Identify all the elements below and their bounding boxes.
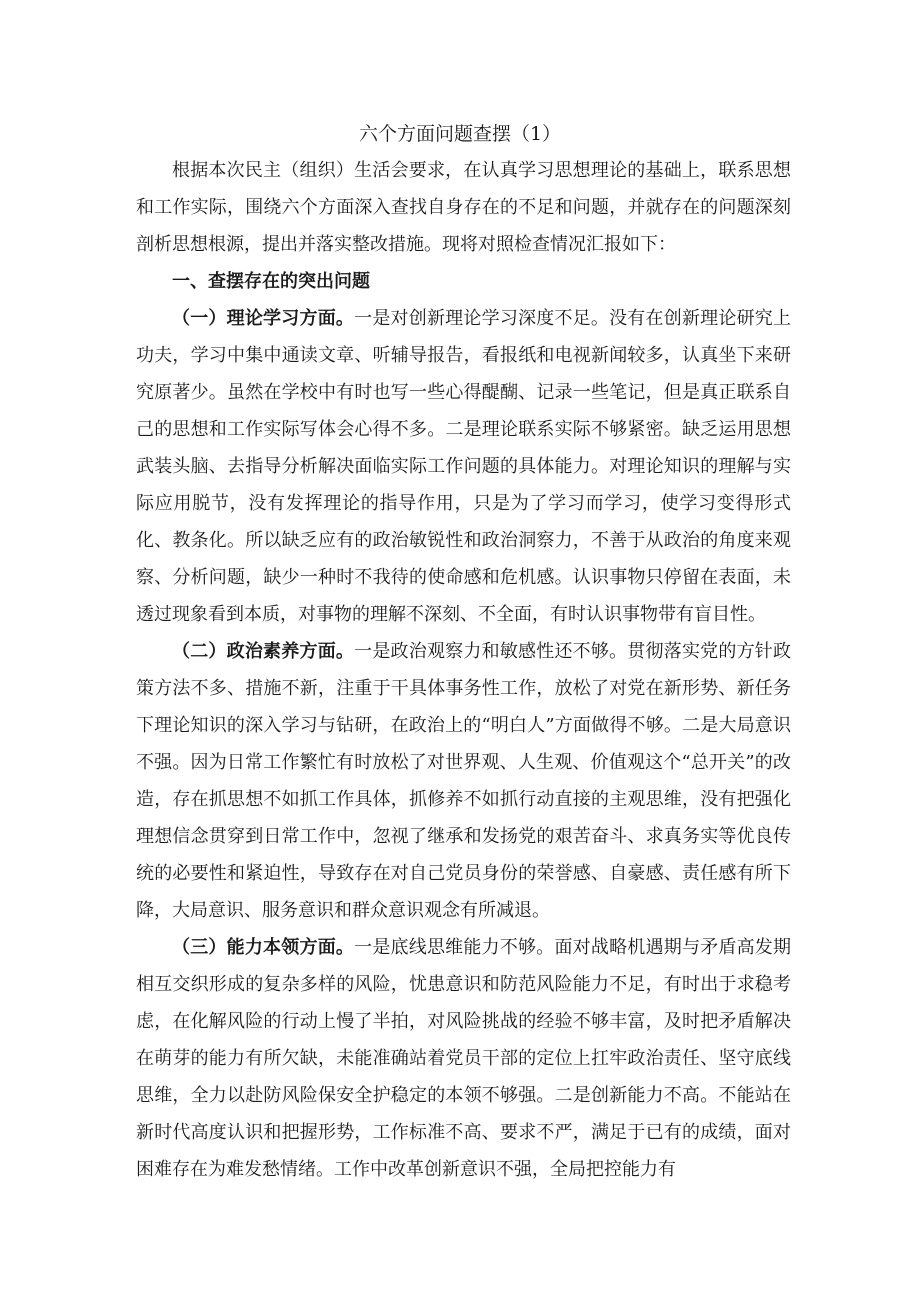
section-heading: 一、查摆存在的突出问题 (172, 271, 370, 292)
intro-paragraph: 根据本次民主（组织）生活会要求，在认真学习思想理论的基础上，联系思想和工作实际，围绕六个方面深入查找自身存在的不足和问题，并就存在的问题深刻剖析思想根源，提出并落实整改措施。现将对照检查情况汇报如下： (136, 160, 791, 255)
ability-paragraph (136, 929, 791, 1188)
theory-study-paragraph (136, 300, 791, 633)
political-quality-heading: （二）政治素养方面。 (172, 641, 355, 662)
ability-text: 一是底线思维能力不够。面对战略机遇期与矛盾高发期相互交织形成的复杂多样的风险，忧患意识和防范风险能力不足，有时出于求稳考虑，在化解风险的行动上慢了半拍，对风险挑战的经验不够丰富，及时把矛盾解决在萌芽的能力有所欠缺，未能准确站着党员干部的定位上扛牢政治责任、坚守底线思维，全力以赴防风险保安全护稳定的本领不够强。二是创新能力不高。不能站在新时代高度认识和把握形势，工作标准不高、要求不严，满足于已有的成绩，面对困难存在为难发愁情绪。工作中改革创新意识不强，全局把控能力有 (136, 937, 792, 1180)
ability-heading: （三）能力本领方面。 (172, 937, 355, 958)
political-quality-paragraph (136, 633, 791, 929)
political-quality-text: 一是政治观察力和敏感性还不够。贯彻落实党的方针政策方法不多、措施不新，注重于干具体事务性工作，放松了对党在新形势、新任务下理论知识的深入学习与钻研，在政治上的“明白人”方面做得不够。二是大局意识不强。因为日常工作繁忙有时放松了对世界观、人生观、价值观这个“总开关”的改造，存在抓思想不如抓工作具体，抓修养不如抓行动直接的主观思维，没有把强化理想信念贯穿到日常工作中，忽视了继承和发扬党的艰苦奋斗、求真务实等优良传统的必要性和紧迫性，导致存在对自己党员身份的荣誉感、自豪感、责任感有所下降，大局意识、服务意识和群众意识观念有所减退。 (136, 641, 792, 921)
theory-study-text: 一是对创新理论学习深度不足。没有在创新理论研究上功夫，学习中集中通读文章、听辅导报告，看报纸和电视新闻较多，认真坐下来研究原著少。虽然在学校中有时也写一些心得醍醐、记录一些笔记，但是真正联系自己的思想和工作实际写体会心得不多。二是理论联系实际不够紧密。缺乏运用思想武装头脑、去指导分析解决面临实际工作问题的具体能力。对理论知识的理解与实际应用脱节，没有发挥理论的指导作用，只是为了学习而学习，使学习变得形式化、教条化。所以缺乏应有的政治敏锐性和政治洞察力，不善于从政治的角度来观察、分析问题，缺少一种时不我待的使命感和危机感。认识事物只停留在表面，未透过现象看到本质，对事物的理解不深刻、不全面，有时认识事物带有盲目性。 (136, 308, 792, 625)
document-title: 六个方面问题查摆（1） (358, 123, 562, 145)
document-body (136, 152, 791, 1188)
theory-study-heading: （一）理论学习方面。 (172, 308, 355, 329)
